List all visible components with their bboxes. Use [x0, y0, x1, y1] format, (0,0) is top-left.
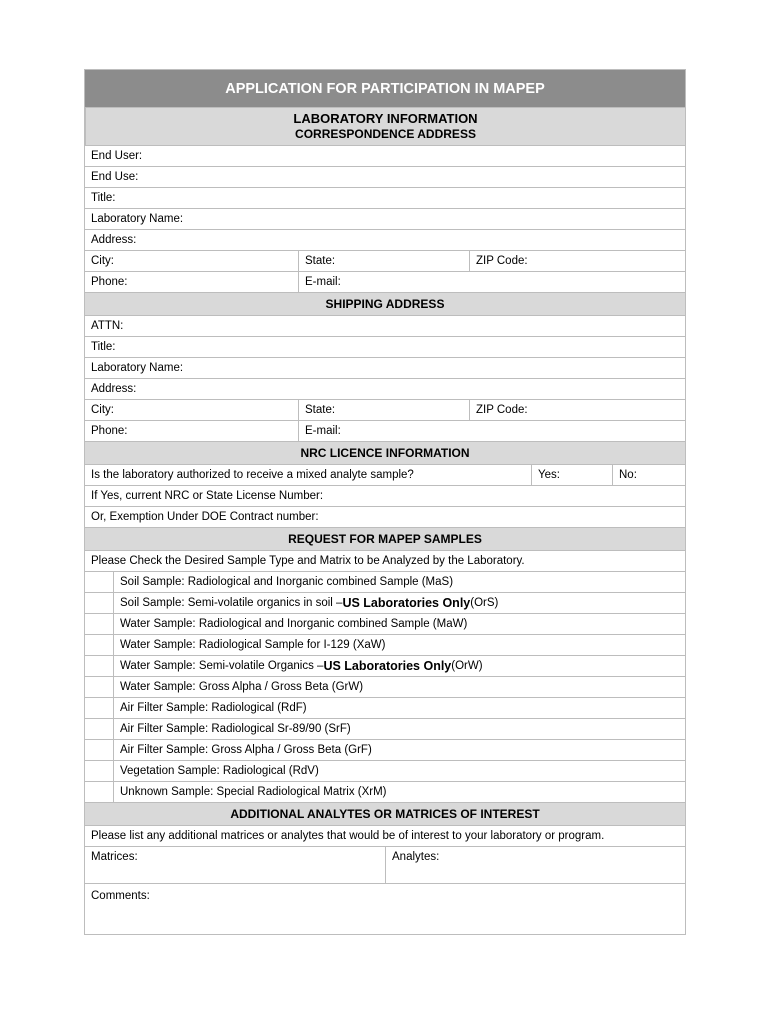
title-field[interactable]: Title: — [91, 192, 116, 204]
sample-checkbox[interactable] — [85, 740, 113, 760]
request-instruction-row — [85, 551, 685, 572]
lab-info-header — [85, 108, 685, 146]
attn-row[interactable] — [85, 316, 685, 337]
exemption-field[interactable]: Or, Exemption Under DOE Contract number: — [91, 511, 319, 523]
address-row[interactable] — [85, 230, 685, 251]
no-field[interactable]: No: — [612, 465, 685, 485]
lab-name-field[interactable]: Laboratory Name: — [91, 213, 184, 225]
phone-field[interactable]: Phone: — [91, 276, 128, 288]
sample-text: Soil Sample: Semi-volatile organics in soil – — [120, 597, 343, 609]
ship-state-field[interactable]: State: — [298, 400, 469, 420]
ship-email-field[interactable]: E-mail: — [298, 421, 685, 441]
sample-row — [85, 593, 685, 614]
mixed-analyte-row — [85, 465, 685, 486]
sample-checkbox[interactable] — [85, 698, 113, 718]
ship-zip-field[interactable]: ZIP Code: — [469, 400, 685, 420]
sample-label — [113, 593, 685, 613]
sample-text: Vegetation Sample: Radiological (RdV) — [120, 765, 319, 777]
sample-text: Air Filter Sample: Radiological Sr-89/90 (SrF) — [120, 723, 351, 735]
ship-city-state-zip-row — [85, 400, 685, 421]
sample-checkbox[interactable] — [85, 761, 113, 781]
sample-checkbox[interactable] — [85, 677, 113, 697]
title-row[interactable] — [85, 188, 685, 209]
ship-city-field[interactable]: City: — [91, 404, 114, 416]
ship-lab-name-field[interactable]: Laboratory Name: — [91, 362, 184, 374]
matrices-analytes-row — [85, 847, 685, 884]
city-field[interactable]: City: — [91, 255, 114, 267]
sample-text: Water Sample: Gross Alpha / Gross Beta (GrW) — [120, 681, 364, 693]
phone-email-row — [85, 272, 685, 293]
matrices-field[interactable]: Matrices: — [91, 851, 138, 863]
sample-row — [85, 635, 685, 656]
sample-text: Water Sample: Radiological Sample for I-129 (XaW) — [120, 639, 386, 651]
ship-phone-field[interactable]: Phone: — [91, 425, 128, 437]
sample-row — [85, 614, 685, 635]
shipping-heading: SHIPPING ADDRESS — [85, 293, 685, 316]
sample-row — [85, 656, 685, 677]
sample-row — [85, 761, 685, 782]
lab-name-row[interactable] — [85, 209, 685, 230]
sample-label — [113, 719, 685, 739]
nrc-heading: NRC LICENCE INFORMATION — [85, 442, 685, 465]
sample-checkbox[interactable] — [85, 635, 113, 655]
license-number-field[interactable]: If Yes, current NRC or State License Number: — [91, 490, 324, 502]
sample-checkbox[interactable] — [85, 614, 113, 634]
lab-info-heading: LABORATORY INFORMATION — [293, 111, 478, 126]
sample-text: Water Sample: Radiological and Inorganic combined Sample (MaW) — [120, 618, 468, 630]
ship-title-row[interactable] — [85, 337, 685, 358]
sample-text: Air Filter Sample: Radiological (RdF) — [120, 702, 307, 714]
additional-instruction: Please list any additional matrices or analytes that would be of interest to your laboratory or program. — [91, 830, 605, 842]
sample-checkbox[interactable] — [85, 719, 113, 739]
sample-label — [113, 656, 685, 676]
sample-code: (OrS) — [470, 597, 499, 609]
sample-label — [113, 572, 685, 592]
sample-checkbox[interactable] — [85, 656, 113, 676]
sample-text: Soil Sample: Radiological and Inorganic combined Sample (MaS) — [120, 576, 454, 588]
sample-text: Air Filter Sample: Gross Alpha / Gross Beta (GrF) — [120, 744, 372, 756]
us-only-note: US Laboratories Only — [323, 659, 452, 673]
sample-code: (OrW) — [451, 660, 483, 672]
sample-row — [85, 698, 685, 719]
correspondence-heading: CORRESPONDENCE ADDRESS — [295, 127, 476, 141]
sample-row — [85, 740, 685, 761]
form-title: APPLICATION FOR PARTICIPATION IN MAPEP — [85, 70, 685, 108]
analytes-field[interactable]: Analytes: — [385, 847, 685, 883]
sample-row — [85, 572, 685, 593]
sample-label — [113, 782, 685, 802]
additional-instruction-row — [85, 826, 685, 847]
state-field[interactable]: State: — [298, 251, 469, 271]
application-form — [84, 69, 686, 935]
mixed-analyte-question: Is the laboratory authorized to receive a mixed analyte sample? — [91, 469, 414, 481]
city-state-zip-row — [85, 251, 685, 272]
end-use-field[interactable]: End Use: — [91, 171, 139, 183]
sample-row — [85, 677, 685, 698]
sample-row — [85, 719, 685, 740]
ship-title-field[interactable]: Title: — [91, 341, 116, 353]
ship-phone-email-row — [85, 421, 685, 442]
attn-field[interactable]: ATTN: — [91, 320, 124, 332]
comments-row — [85, 884, 685, 934]
email-field[interactable]: E-mail: — [298, 272, 685, 292]
request-heading: REQUEST FOR MAPEP SAMPLES — [85, 528, 685, 551]
request-instruction: Please Check the Desired Sample Type and Matrix to be Analyzed by the Laboratory. — [91, 555, 525, 567]
sample-text: Unknown Sample: Special Radiological Matrix (XrM) — [120, 786, 387, 798]
license-row[interactable] — [85, 486, 685, 507]
ship-address-row[interactable] — [85, 379, 685, 400]
sample-row — [85, 782, 685, 803]
sample-text: Water Sample: Semi-volatile Organics – — [120, 660, 324, 672]
yes-field[interactable]: Yes: — [531, 465, 612, 485]
zip-field[interactable]: ZIP Code: — [469, 251, 685, 271]
sample-checkbox[interactable] — [85, 572, 113, 592]
end-use-row[interactable] — [85, 167, 685, 188]
address-field[interactable]: Address: — [91, 234, 137, 246]
sample-label — [113, 614, 685, 634]
end-user-row[interactable] — [85, 146, 685, 167]
sample-label — [113, 635, 685, 655]
sample-label — [113, 761, 685, 781]
sample-label — [113, 698, 685, 718]
end-user-field[interactable]: End User: — [91, 150, 143, 162]
comments-field[interactable]: Comments: — [91, 890, 150, 902]
exemption-row[interactable] — [85, 507, 685, 528]
ship-lab-name-row[interactable] — [85, 358, 685, 379]
sample-label — [113, 677, 685, 697]
sample-label — [113, 740, 685, 760]
sample-checkbox[interactable] — [85, 593, 113, 613]
ship-address-field[interactable]: Address: — [91, 383, 137, 395]
sample-checkbox[interactable] — [85, 782, 113, 802]
additional-heading: ADDITIONAL ANALYTES OR MATRICES OF INTEREST — [85, 803, 685, 826]
us-only-note: US Laboratories Only — [342, 596, 471, 610]
